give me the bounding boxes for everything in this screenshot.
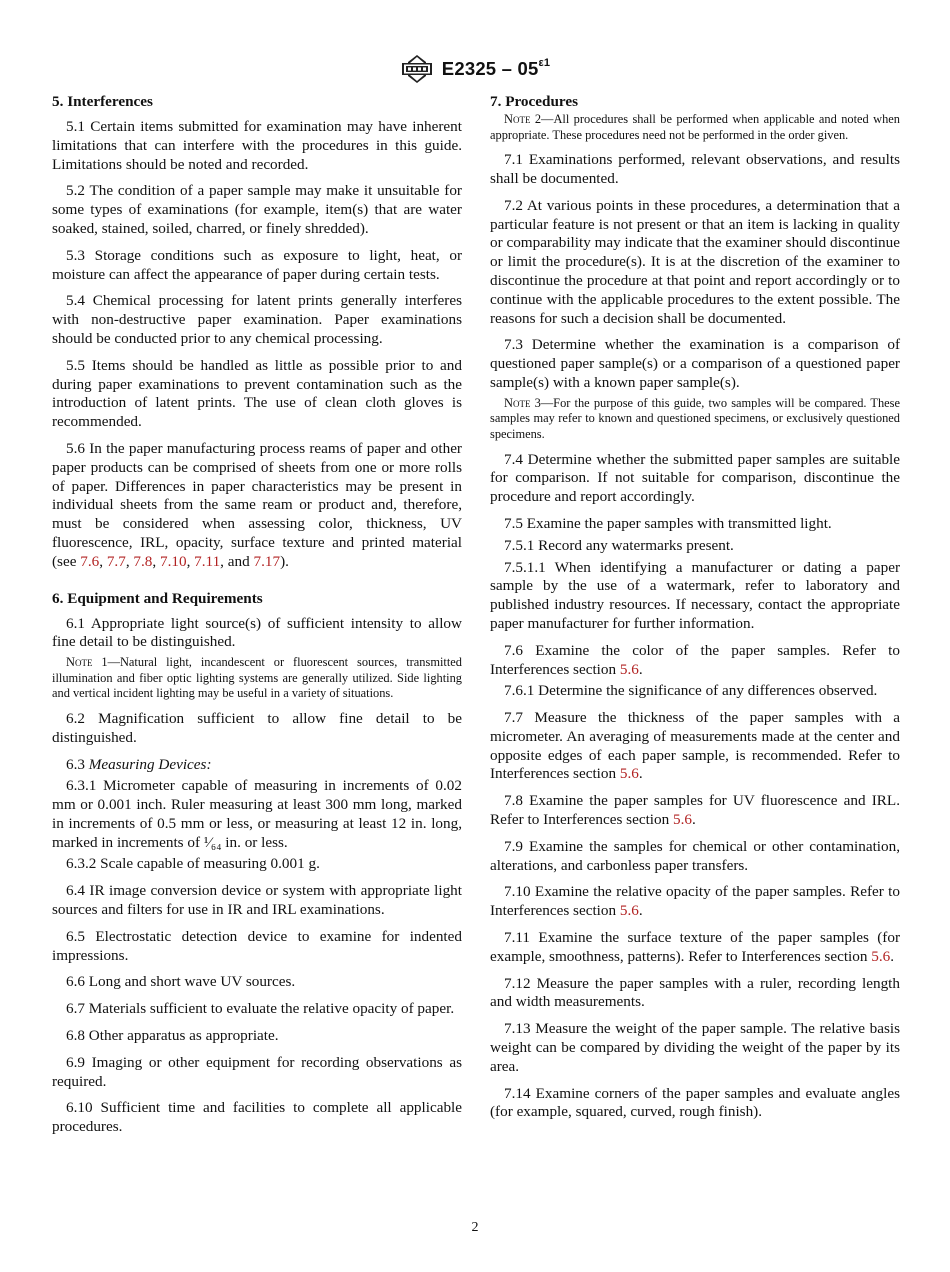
ref-5-6[interactable]: 5.6 [673, 811, 692, 829]
para-5-5: 5.5 Items should be handled as little as possible prior to and during paper examinations to prevent contamination such as the introduction of latent prints. The use of clean cloth gloves is recommended. [52, 356, 462, 431]
document-designation: $E2325 - 05^{\varepsilon 1}$ [441, 56, 551, 79]
para-6-8: 6.8 Other apparatus as appropriate. [66, 1027, 279, 1045]
note-1: Note 1—Natural light, incandescent or fluorescent sources, transmitted illumination and fiber optic lighting systems are generally utilized. Side lighting and vertical incident lighting may be useful in a variety of situations. [52, 655, 462, 701]
para-7-10: 7.10 Examine the relative opacity of the paper samples. Refer to Interferences section 5.6. [490, 883, 900, 920]
ref-7-7[interactable]: 7.7 [106, 552, 126, 570]
para-7-2: 7.2 At various points in these procedures, a determination that a particular feature is not present or that an item is lacking in quality or comparability may indicate that the examiner should discontinue or limit the procedure(s). It is at the discretion of the examiner to discontinue the procedure at that point and report accordingly or to continue with the applicable procedures to the extent possible. The reasons for such a decision shall be documented. [490, 196, 900, 327]
para-7-7: 7.7 Measure the thickness of the paper samples with a micrometer. An averaging of measurements made at the center and opposite edges of each paper sample, is recommended. Refer to Interferences section 5.6. [490, 709, 900, 783]
para-5-1: 5.1 Certain items submitted for examination may have inherent limitations that can interfere with the procedures in this guide. Limitations should be noted and recorded. [52, 118, 462, 173]
section-5-title: 5. Interferences [52, 93, 153, 110]
para-6-5: 6.5 Electrostatic detection device to examine for indented impressions. [52, 927, 462, 964]
para-6-3: 6.3 Measuring Devices: [66, 755, 212, 773]
left-column [52, 91, 462, 1145]
epsilon-superscript: ε1 [538, 56, 551, 69]
ref-5-6[interactable]: 5.6 [619, 660, 639, 678]
ref-7-8[interactable]: 7.8 [133, 552, 153, 570]
page-header [0, 52, 950, 86]
para-6-10: 6.10 Sufficient time and facilities to complete all applicable procedures. [52, 1099, 462, 1136]
para-6-6: 6.6 Long and short wave UV sources. [66, 973, 296, 991]
para-7-11: 7.11 Examine the surface texture of the paper samples (for example, smoothness, patterns). Refer to Interferences section 5.6. [490, 929, 900, 965]
para-7-5-1-1: 7.5.1.1 When identifying a manufacturer or dating a paper sample by the use of a watermark, refer to laboratory and published industry resources. If necessary, contact the appropriate paper manufacturer for further information. [490, 558, 900, 632]
para-5-2: 5.2 The condition of a paper sample may make it unsuitable for some types of examinations (for example, item(s) that are water soaked, stained, soiled, charred, or finely shredded). [52, 182, 462, 237]
para-5-4: 5.4 Chemical processing for latent prints generally interferes with non-destructive paper examination. Paper examinations should be conducted prior to any chemical processing. [52, 292, 462, 347]
para-7-3: 7.3 Determine whether the examination is a comparison of questioned paper sample(s) or a comparison of a questioned paper sample(s) with a known paper sample(s). [490, 336, 900, 391]
para-6-1: 6.1 Appropriate light source(s) of sufficient intensity to allow fine detail to be distinguished. [52, 614, 462, 651]
para-5-6: 5.6 In the paper manufacturing process reams of paper and other paper products can be comprised of sheets from one or more rolls of paper. Differences in paper characteristics may be present in individual sheets from the same ream or product and, therefore, must be considered when assessing color, thickness, UV fluorescence, IRL, opacity, surface texture and printed material (see 7.6, 7.7, 7.8, 7.10, 7.11, and 7.17). [52, 439, 462, 570]
ref-7-11[interactable]: 7.11 [194, 552, 221, 570]
para-6-7: 6.7 Materials sufficient to evaluate the relative opacity of paper. [66, 1000, 455, 1018]
page-number: 2 [471, 1220, 479, 1235]
para-7-4: 7.4 Determine whether the submitted paper samples are suitable for comparison. If not suitable for comparison, discontinue the procedure and report accordingly. [490, 450, 900, 506]
ref-5-6[interactable]: 5.6 [619, 902, 639, 920]
para-7-6: 7.6 Examine the color of the paper samples. Refer to Interferences section 5.6. [490, 641, 900, 678]
para-7-13: 7.13 Measure the weight of the paper sample. The relative basis weight can be compared by dividing the weight of the paper by its area. [490, 1020, 900, 1075]
para-6-3-1: 6.3.1 Micrometer capable of measuring in increments of 0.02 mm or 0.001 inch. Ruler measuring at least 300 mm long, marked in increments of 0.5 mm or less, or measuring at least 12 in. long, marked in increments of ¹⁄₆₄ in. or less. [52, 777, 462, 851]
para-7-5-1: 7.5.1 Record any watermarks present. [504, 536, 734, 554]
para-7-8: 7.8 Examine the paper samples for UV fluorescence and IRL. Refer to Interferences section 5.6. [490, 792, 900, 829]
ref-7-6[interactable]: 7.6 [80, 552, 100, 570]
right-column [490, 91, 900, 1130]
astm-logo [400, 54, 434, 84]
section-6-title: 6. Equipment and Requirements [52, 589, 263, 607]
para-7-12: 7.12 Measure the paper samples with a ruler, recording length and width measurements. [490, 974, 900, 1011]
para-6-2: 6.2 Magnification sufficient to allow fine detail to be distinguished. [52, 709, 462, 746]
para-6-9: 6.9 Imaging or other equipment for recording observations as required. [52, 1053, 462, 1090]
para-5-3: 5.3 Storage conditions such as exposure to light, heat, or moisture can affect the appearance of paper during certain tests. [52, 246, 462, 283]
para-7-14: 7.14 Examine corners of the paper samples and evaluate angles (for example, squared, curved, rough finish). [490, 1084, 900, 1121]
para-7-9: 7.9 Examine the samples for chemical or other contamination, alterations, and carbonless paper transfers. [490, 837, 900, 874]
ref-5-6[interactable]: 5.6 [871, 947, 891, 965]
para-7-1: 7.1 Examinations performed, relevant observations, and results shall be documented. [490, 151, 900, 187]
ref-7-10[interactable]: 7.10 [159, 552, 187, 570]
note-3: Note 3—For the purpose of this guide, two samples will be compared. These samples may refer to known and questioned specimens, or exclusively questioned specimens. [490, 395, 900, 441]
note-2: Note 2—All procedures shall be performed when applicable and noted when appropriate. These procedures need not be performed in the order given. [490, 112, 900, 142]
para-7-5: 7.5 Examine the paper samples with transmitted light. [504, 514, 832, 532]
ref-7-17[interactable]: 7.17 [253, 552, 281, 570]
section-7-title: 7. Procedures [490, 93, 579, 110]
para-6-4: 6.4 IR image conversion device or system with appropriate light sources and filters for use in IR and IRL examinations. [52, 882, 462, 919]
ref-5-6[interactable]: 5.6 [619, 765, 639, 783]
para-7-6-1: 7.6.1 Determine the significance of any differences observed. [504, 682, 878, 700]
para-6-3-2: 6.3.2 Scale capable of measuring 0.001 g. [66, 855, 320, 873]
